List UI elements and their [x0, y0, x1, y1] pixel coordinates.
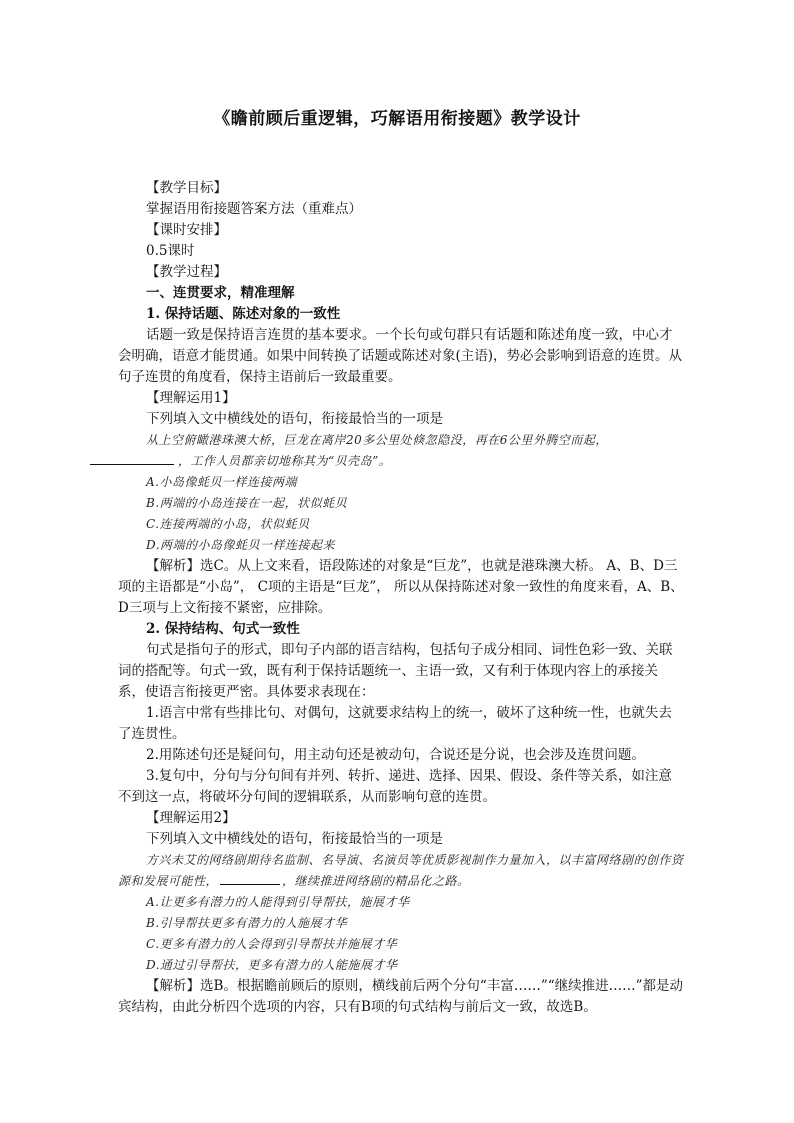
document-body — [118, 178, 684, 1018]
sub1-heading: 1. 保持话题、陈述对象的一致性 — [146, 306, 341, 322]
exercise2-blank — [220, 871, 280, 885]
exercise2-option-a: A.让更多有潜力的人能得到引导帮扶，施展才华 — [146, 895, 410, 909]
requirement-2: 2.用陈述句还是疑问句，用主动句还是被动句，合说还是分说，也会涉及连贯问题。 — [146, 747, 645, 763]
exercise2-question-part2: ，继续推进网络剧的精品化之路。 — [282, 874, 470, 888]
exercise1-option-c: C.连接两端的小岛，状似蚝贝 — [146, 517, 310, 531]
time-heading: 【课时安排】 — [146, 222, 227, 238]
exercise1-blank — [90, 451, 174, 465]
exercise1-option-a: A.小岛像蚝贝一样连接两端 — [146, 475, 297, 489]
exercise2-heading: 【理解运用2】 — [146, 810, 236, 826]
exercise2-option-b: B.引导帮扶更多有潜力的人施展才华 — [146, 916, 348, 930]
document-title: 《瞻前顾后重逻辑，巧解语用衔接题》教学设计 — [213, 109, 581, 129]
exercise2-prompt: 下列填入文中横线处的语句，衔接最恰当的一项是 — [146, 831, 443, 847]
exercise1-question-part1: 从上空俯瞰港珠澳大桥，巨龙在离岸20多公里处倏忽隐没，再在6公里外腾空而起， — [146, 433, 608, 447]
exercise2-question — [118, 850, 684, 892]
exercise1-question-part2: ，工作人员都亲切地称其为“贝壳岛”。 — [178, 454, 392, 468]
exercise1-answer: 【解析】选C。从上文来看，语段陈述的对象是“巨龙”，也就是港珠澳大桥。 A、B、D三项的主语都是“小岛”， C项的主语是“巨龙”， 所以从保持陈述对象一致性的角度来看，A、B、D三项与上文衔接不紧密，应排除。 — [118, 558, 684, 616]
exercise2-answer: 【解析】选B。根据瞻前顾后的原则，横线前后两个分句“丰富……”“继续推进……”都是动宾结构，由此分析四个选项的内容，只有B项的句式结构与前后文一致，故选B。 — [118, 978, 684, 1015]
goal-heading: 【教学目标】 — [146, 180, 227, 196]
sub2-paragraph: 句式是指句子的形式，即句子内部的语言结构，包括句子成分相同、词性色彩一致、关联词的搭配等。句式一致，既有利于保持话题统一、主语一致，又有利于体现内容上的承接关系，使语言衔接更严密。具体要求表现在： — [118, 642, 673, 700]
requirement-1: 1.语言中常有些排比句、对偶句，这就要求结构上的统一，破坏了这种统一性，也就失去了连贯性。 — [118, 705, 672, 742]
exercise2-option-c: C.更多有潜力的人会得到引导帮扶并施展才华 — [146, 937, 398, 951]
exercise2-option-d: D.通过引导帮扶，更多有潜力的人能施展才华 — [146, 958, 398, 972]
exercise1-prompt: 下列填入文中横线处的语句，衔接最恰当的一项是 — [146, 411, 443, 427]
exercise1-question — [118, 430, 684, 472]
process-heading: 【教学过程】 — [146, 264, 227, 280]
sub1-paragraph: 话题一致是保持语言连贯的基本要求。一个长句或句群只有话题和陈述角度一致，中心才会明确，语意才能贯通。如果中间转换了话题或陈述对象(主语)，势必会影响到语意的连贯。从句子连贯的角度看，保持主语前后一致最重要。 — [118, 327, 683, 385]
exercise2-question-part1: 方兴未艾的网络剧期待名监制、名导演、名演员等优质影视制作力量加入，以丰富网络剧的创作资源和发展可能性， — [118, 853, 684, 888]
time-text: 0.5课时 — [146, 243, 195, 259]
exercise1-heading: 【理解运用1】 — [146, 390, 236, 406]
requirement-3: 3.复句中，分句与分句间有并列、转折、递进、选择、因果、假设、条件等关系，如注意不到这一点，将破坏分句间的逻辑联系，从而影响句意的连贯。 — [118, 768, 672, 805]
sub2-heading: 2. 保持结构、句式一致性 — [146, 621, 300, 637]
exercise1-option-b: B.两端的小岛连接在一起，状似蚝贝 — [146, 496, 348, 510]
part1-heading: 一、连贯要求，精准理解 — [146, 285, 295, 301]
goal-text: 掌握语用衔接题答案方法（重难点） — [146, 201, 362, 217]
exercise1-option-d: D.两端的小岛像蚝贝一样连接起来 — [146, 538, 336, 552]
